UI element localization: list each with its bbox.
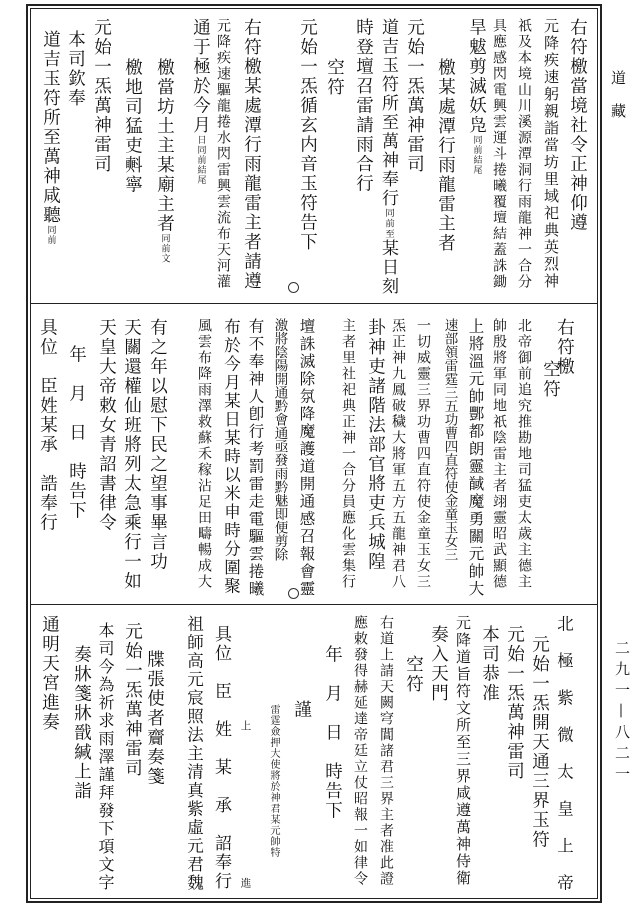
- middle-column-13: 有不奉神人卽行考罰雷走電驅雲捲曦: [246, 318, 265, 598]
- middle-column-20: 具位 臣姓某承 誥奉行: [37, 318, 58, 533]
- top-column-14: [191, 18, 209, 185]
- bottom-column-6: 奏入天門: [428, 625, 449, 703]
- middle-column-8: 炁正神九鳳破穢大將軍五方五龍神君八: [390, 318, 406, 590]
- bottom-column-16: 元始一炁萬神雷司: [122, 622, 143, 778]
- top-column-15-text: 檄當坊土主某廟主者: [154, 58, 175, 234]
- middle-column-9: 卦神吏諸階法部官將吏兵城隍: [365, 318, 386, 572]
- bottom-column-19: 奏牀箋牀戩緘上詣: [71, 645, 92, 801]
- middle-column-16: 有之年以慰下民之望事畢言功: [147, 318, 168, 572]
- top-column-5: [467, 18, 485, 175]
- top-column-15: [155, 58, 173, 264]
- bottom-column-4: 本司恭准: [479, 625, 500, 703]
- bottom-column-13: 上 進: [239, 720, 252, 888]
- page-number: 二九一—八二一: [613, 640, 631, 787]
- bottom-column-9: 應敕發得赫延達帝廷立仗昭報一如律令: [352, 615, 368, 887]
- register-divider-lower: [30, 604, 598, 605]
- top-column-2: 元降疾速躬親詣當坊里域祀典英烈神: [542, 18, 560, 290]
- middle-column-6: 速部領雷霆三五功曹四直符使金童玉女三: [441, 318, 458, 561]
- binding-hole-upper: [288, 282, 299, 293]
- top-column-1: 右符檄當境社令正神仰遵: [567, 18, 588, 233]
- bottom-column-3: 元始一炁萬神雷司: [504, 625, 525, 781]
- middle-column-17: 天關還權仙班將列太急乘行一如: [121, 318, 142, 591]
- top-column-18: 本司欽奉: [65, 30, 86, 108]
- top-column-8-tail: 某日刻: [378, 239, 398, 297]
- middle-column-12: 激將陰陽開通黔會通亟發雨黔魅即便剪除: [271, 318, 288, 561]
- middle-column-3: 北帝御前追究推勘地司猛吏太歲主德主: [516, 318, 532, 590]
- bottom-column-10: 年 月 日 時告下: [322, 645, 343, 821]
- top-column-4: 具應感閃電興雲運斗捲曦覆壇結蓋誅鋤: [491, 18, 507, 290]
- top-column-8: [379, 18, 396, 296]
- top-column-8-text: 道吉玉符所至萬神奉行: [378, 18, 398, 208]
- top-column-17: 元始一炁萬神雷司: [91, 18, 112, 174]
- top-column-12: 右符檄某處潭行雨龍雷主者請遵: [241, 18, 262, 291]
- top-column-14-note: 日同前結尾: [195, 135, 206, 185]
- top-column-5-note: 同前結尾: [471, 135, 482, 175]
- middle-column-7: 一切威靈三界功曹四直符使金童玉女三: [415, 318, 431, 590]
- bottom-column-15: 祖師高元宸照法主清真紫虛元君魏: [184, 615, 204, 893]
- top-column-10: 空符: [324, 58, 345, 97]
- top-column-5-text: 旱魃剪滅妖凫: [466, 18, 487, 135]
- middle-column-2: 空符: [540, 360, 561, 399]
- middle-column-5: 上將溫元帥酆都朗靈馘魔勇關元帥大: [466, 318, 485, 598]
- middle-column-18: 天皇大帝敕女青詔書律令: [96, 318, 117, 533]
- bottom-column-1: 北 極 紫 微 太 皇 上 帝: [554, 615, 574, 893]
- middle-column-11: 壇誅滅除氛降魔護道開通感召報會靈: [297, 318, 316, 598]
- top-column-6: 檄某處潭行雨龍雷主者: [435, 58, 456, 253]
- middle-column-10: 主者里社祀典正神一合分員應化雲集行: [340, 318, 356, 590]
- top-column-9: 時登壇召雷請雨合行: [353, 18, 374, 194]
- top-column-16: 檄地司猛吏㪺寧: [122, 58, 143, 195]
- top-column-7: 元始一炁萬神雷司: [404, 18, 425, 174]
- middle-column-15: 風雲布降雨澤救蘇禾稼沾足田疇暢成大: [196, 318, 212, 590]
- top-column-19: [41, 30, 59, 245]
- top-column-3: 祇及本境山川溪源潭洞行雨龍神一合分: [516, 18, 532, 290]
- bottom-column-2: 元始一炁開天通三界玉符: [529, 635, 550, 850]
- bottom-column-20: 通明天宮進奏: [39, 615, 60, 732]
- top-column-11: 元始一炁循玄内音玉符告下: [297, 18, 318, 252]
- bottom-column-5: 元降道旨符文所至三界咸遵萬神侍衛: [454, 615, 472, 887]
- bottom-column-8: 右道上請天闕穹閶諸君三界主者准此證: [378, 615, 394, 887]
- bottom-column-18: 本司今為祈求雨澤謹拜發下項文字: [96, 622, 115, 892]
- top-column-14-text: 通于極於今月: [190, 18, 211, 135]
- top-column-15-note: 同前文: [159, 233, 170, 264]
- bottom-column-12: 雷霆僉押大使將於神君某元帥特: [268, 704, 279, 858]
- bottom-column-7: 空符: [403, 655, 424, 694]
- top-column-19-text: 道吉玉符所至萬神咸聽: [40, 30, 61, 225]
- top-column-19-note: 同前: [45, 225, 56, 245]
- register-divider-upper: [30, 303, 598, 304]
- margin-label: 道藏: [609, 70, 627, 136]
- bottom-column-14: 具位 臣 姓 某 承 詔奉行: [211, 625, 231, 891]
- bottom-column-17: 牒張使者齎奏箋: [144, 650, 165, 787]
- middle-column-4: 帥殷將軍同地祇陰雷主者翊靈昭武顯德: [491, 318, 507, 590]
- top-column-13: 元降疾速驅龍捲水閃雷興雲流布天河灌: [215, 18, 231, 290]
- middle-column-19: 年 月 日 時告下: [66, 345, 87, 521]
- top-column-8-note: 同前至: [383, 208, 394, 240]
- middle-column-14: 布於今月某日某時以米申時分圍聚: [221, 318, 241, 596]
- middle-column-1: 右符檄: [554, 318, 575, 377]
- bottom-column-11: 謹: [291, 700, 312, 720]
